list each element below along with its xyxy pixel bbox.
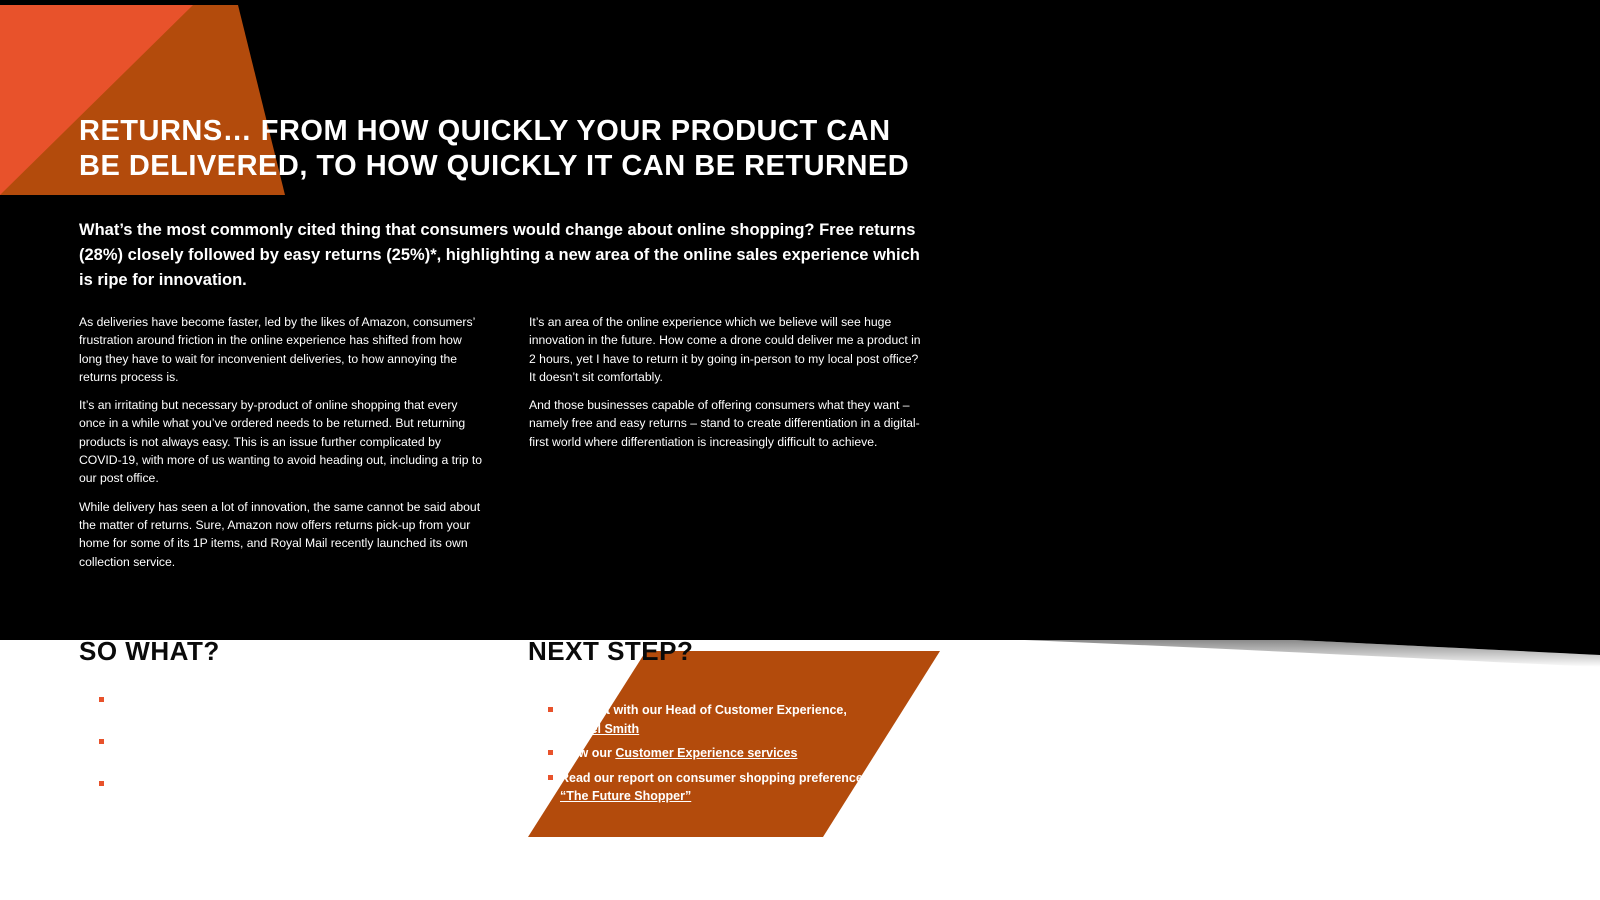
list-item [79,774,479,790]
body-paragraph: While delivery has seen a lot of innovation, the same cannot be said about the matter of returns. Sure, Amazon now offers returns pick-up from your home for some of its 1P items, and Royal Mail recently launched its own collection service. [79,499,481,569]
next-step-title: NEXT STEP? [528,636,694,666]
bullet-icon [548,750,553,755]
list-item [79,732,479,748]
intro-paragraph: What’s the most commonly cited thing that consumers would change about online shopping? Free returns (28%) closely followed by easy returns (25%)*, highlighting a new area of the online sales experience which is ripe for innovation. [79,221,920,289]
next-step-list [528,701,908,812]
list-item [528,769,908,806]
body-column-left [79,313,484,581]
next-step-text: Connect with our Head of Customer Experience, [560,703,847,717]
bullet-icon [99,697,104,702]
so-what-list [79,690,479,816]
page-headline: RETURNS… FROM HOW QUICKLY YOUR PRODUCT CAN BE DELIVERED, TO HOW QUICKLY IT CAN BE RETURNED [79,115,910,182]
list-item [528,701,908,738]
rachel-smith-link[interactable]: Rachel Smith [560,721,640,736]
body-column-right [529,313,924,461]
next-step-text: Read our report on consumer shopping preferences, [560,770,874,785]
bullet-icon [548,775,553,780]
so-what-title: SO WHAT? [79,636,220,666]
future-shopper-link[interactable]: “The Future Shopper” [560,789,692,803]
body-paragraph: It’s an irritating but necessary by-product of online shopping that every once in a while what you’ve ordered needs to be returned. But returning products is not always easy. This is an issue further complicated by COVID-19, with more of us wanting to avoid heading out, including a trip to our post office. [79,398,483,486]
bullet-icon [99,781,104,786]
list-item [79,690,479,706]
bullet-icon [99,739,104,744]
cx-services-link[interactable]: Customer Experience services [615,746,798,760]
body-paragraph: It’s an area of the online experience which we believe will see huge innovation in the future. How come a drone could deliver me a product in 2 hours, yet I have to return it by going in-person to my local post office? It doesn’t sit comfortably. [529,315,921,384]
bullet-icon [548,707,553,712]
body-paragraph: And those businesses capable of offering consumers what they want – namely free and easy returns – stand to create differentiation in a digital-first world where differentiation is increasingly difficult to achieve. [529,398,920,449]
next-step-text: View our [560,746,612,760]
list-item [528,744,908,763]
body-paragraph: As deliveries have become faster, led by the likes of Amazon, consumers’ frustration around friction in the online experience has shifted from how long they have to wait for inconvenient deliveries, to how annoying the returns process is. [79,315,475,384]
